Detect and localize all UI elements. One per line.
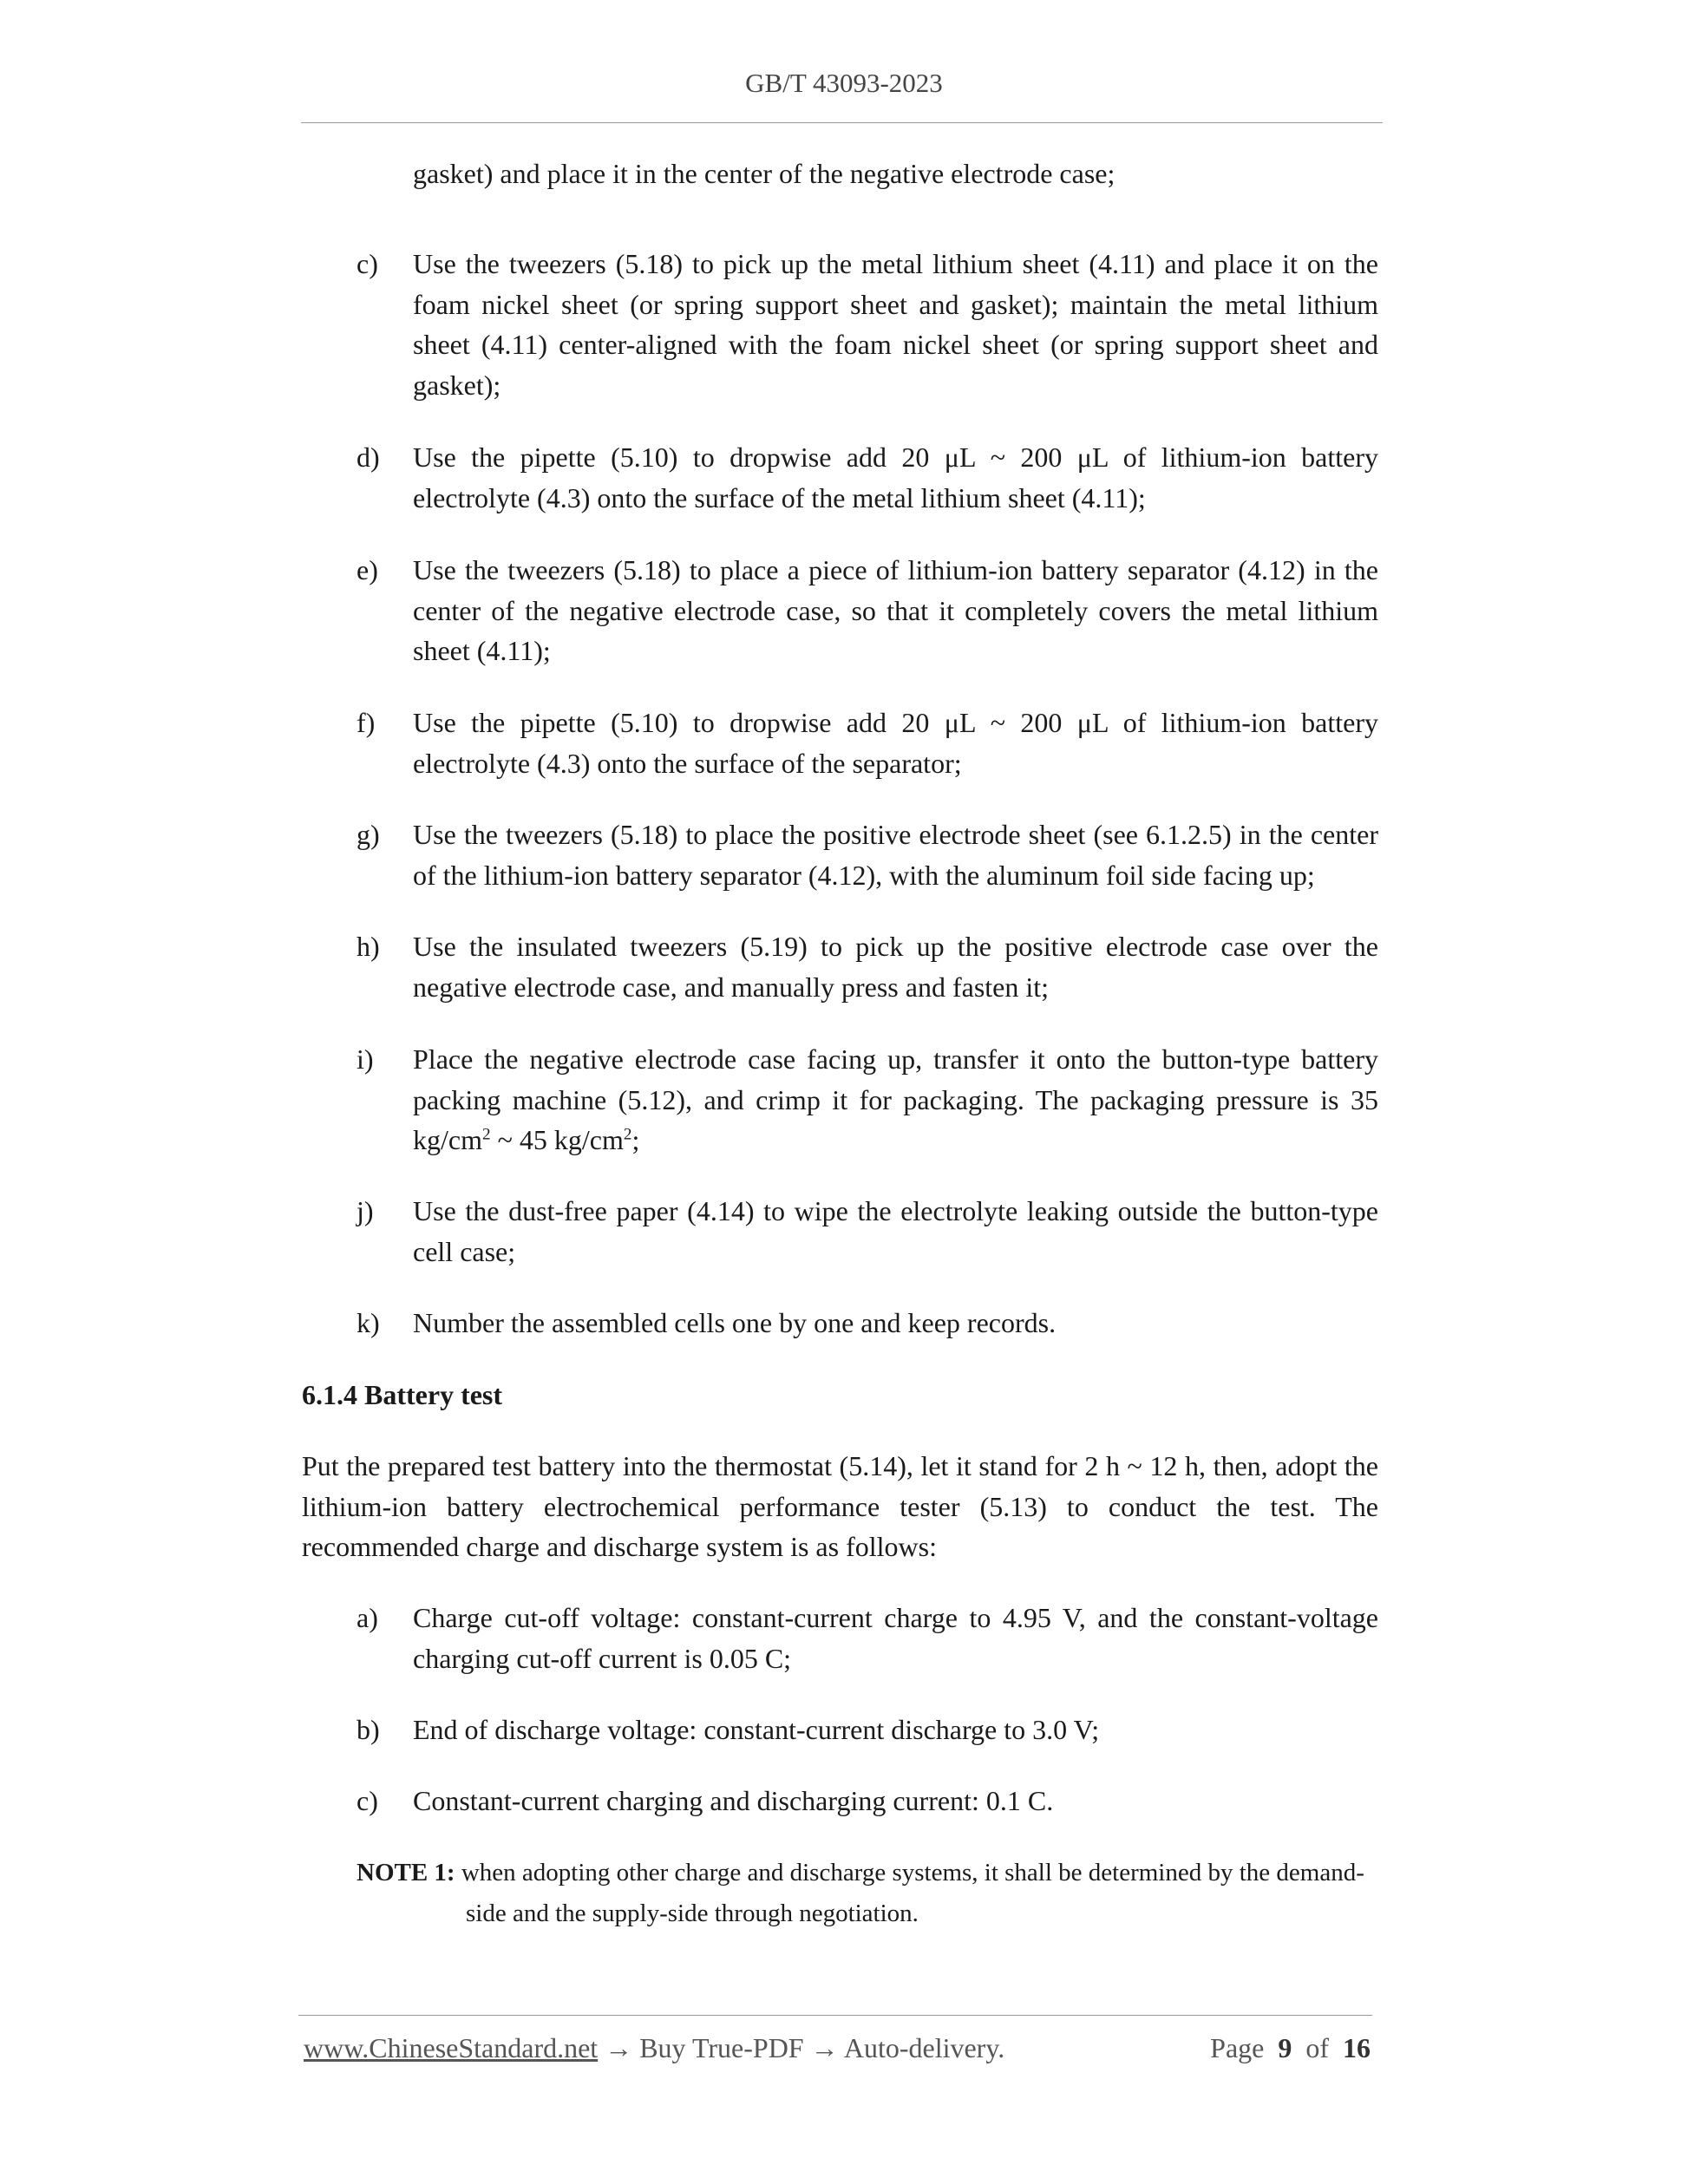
footer-divider	[298, 2015, 1372, 2016]
site-link[interactable]: www.ChineseStandard.net	[304, 2032, 599, 2063]
list-marker: h)	[357, 931, 380, 962]
list-marker: c)	[357, 1785, 378, 1816]
note-text-line1: when adopting other charge and discharge systems, it shall be determined by the demand-	[455, 1859, 1364, 1886]
list-item-text: Use the tweezers (5.18) to place the positive electrode sheet (see 6.1.2.5) in the center of the lithium-ion battery separator (4.12), with the aluminum foil side facing up;	[413, 819, 1378, 891]
page-number: Page 9 of 16	[1210, 2032, 1371, 2063]
list-marker: j)	[357, 1195, 374, 1226]
list-item-text: Charge cut-off voltage: constant-current charge to 4.95 V, and the constant-voltage charging cut-off current is 0.05 C;	[413, 1602, 1378, 1674]
continuation-text: gasket) and place it in the center of the negative electrode case;	[413, 158, 1116, 189]
list-item-text: Use the dust-free paper (4.14) to wipe the electrolyte leaking outside the button-type cell case;	[413, 1195, 1378, 1267]
page-footer	[304, 2032, 1372, 2064]
list-item-text: Use the tweezers (5.18) to place a piece of lithium-ion battery separator (4.12) in the center of the negative electrode case, so that it completely covers the metal lithium sheet (4.11);	[413, 554, 1378, 666]
footer-promo: → Buy True-PDF → Auto-delivery.	[598, 2032, 1005, 2063]
list-marker: g)	[357, 819, 380, 850]
list-item-text: Use the pipette (5.10) to dropwise add 20 μL ~ 200 μL of lithium-ion battery electrolyte (4.3) onto the surface of the separator;	[413, 707, 1378, 779]
list-marker: i)	[357, 1043, 374, 1075]
list-item-text: Constant-current charging and discharging current: 0.1 C.	[413, 1785, 1054, 1816]
note-label: NOTE 1:	[357, 1859, 455, 1886]
header-divider	[301, 122, 1383, 123]
note-text-line2: side and the supply-side through negotiation.	[466, 1899, 919, 1927]
list-item-text: Use the pipette (5.10) to dropwise add 20 μL ~ 200 μL of lithium-ion battery electrolyte (4.3) onto the surface of the metal lithium sheet (4.11);	[413, 441, 1378, 513]
section-heading: 6.1.4 Battery test	[302, 1379, 503, 1410]
list-item-text: Use the tweezers (5.18) to pick up the metal lithium sheet (4.11) and place it on the foam nickel sheet (or spring support sheet and gasket); maintain the metal lithium sheet (4.11) center-aligned with the foam nickel sheet (or spring support sheet and gasket);	[413, 248, 1378, 401]
list-marker: c)	[357, 248, 378, 279]
list-marker: b)	[357, 1714, 380, 1745]
current-page: 9	[1278, 2032, 1292, 2063]
list-marker: e)	[357, 554, 378, 585]
list-marker: k)	[357, 1307, 380, 1338]
page-header-standard-code: GB/T 43093-2023	[745, 68, 943, 98]
list-item-text: End of discharge voltage: constant-current discharge to 3.0 V;	[413, 1714, 1100, 1745]
total-pages: 16	[1343, 2032, 1371, 2063]
list-item-text: Use the insulated tweezers (5.19) to pick up the positive electrode case over the negative electrode case, and manually press and fasten it;	[413, 931, 1378, 1003]
list-item-text: Place the negative electrode case facing up, transfer it onto the button-type battery packing machine (5.12), and crimp it for packaging. The packaging pressure is 35 $kg/cm^2$ ~ 45 $kg/cm^2$;	[413, 1043, 1378, 1155]
list-marker: a)	[357, 1602, 378, 1633]
list-marker: d)	[357, 441, 380, 473]
list-marker: f)	[357, 707, 376, 738]
continuation-block	[302, 154, 1378, 194]
section-intro-paragraph: Put the prepared test battery into the thermostat (5.14), let it stand for 2 h ~ 12 h, then, adopt the lithium-ion battery electrochemical performance tester (5.13) to conduct the test. The recommended charge and discharge system is as follows:	[302, 1450, 1378, 1562]
note-block	[357, 1853, 1378, 1933]
list-item-text: Number the assembled cells one by one and keep records.	[413, 1307, 1057, 1338]
